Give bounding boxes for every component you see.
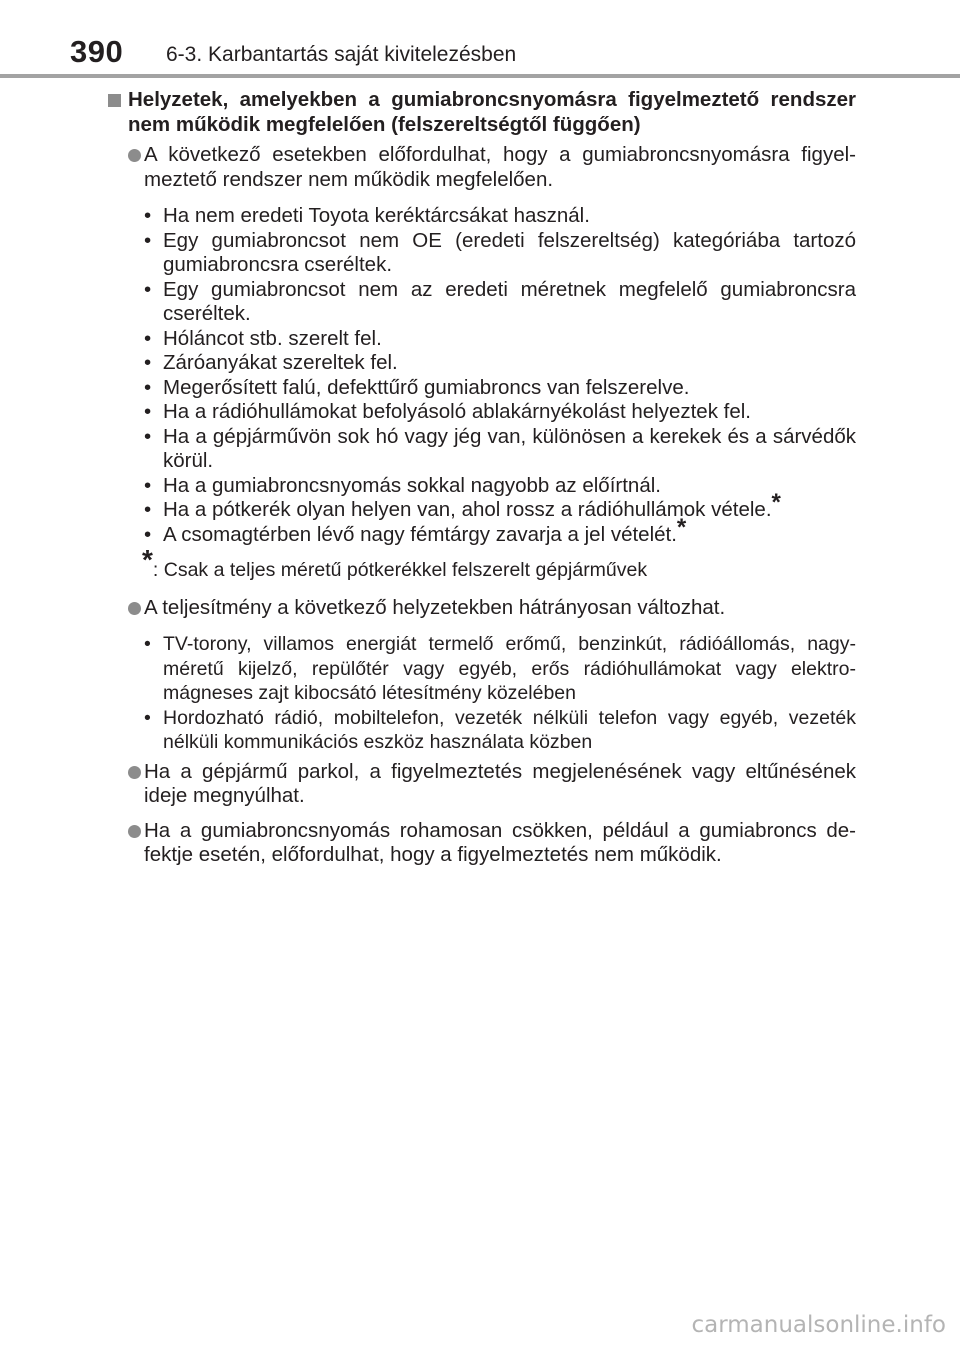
asterisk-marker: *: [676, 513, 687, 541]
bullet-icon: •: [144, 424, 152, 448]
conditions-list: [106, 204, 856, 547]
bullet-icon: •: [144, 706, 151, 729]
footnote-text: : Csak a teljes méretű pótkerékkel felszerelt gépjárművek: [152, 559, 648, 581]
list-item: • Ha nem eredeti Toyota keréktárcsákat használ.: [144, 204, 590, 227]
paragraph-4-text: Ha a gumiabroncsnyomás rohamosan csökken, például a gumiabroncs defektje esetén, előfordulhat, hogy a figyelmeztetés nem működik.: [144, 818, 856, 866]
square-bullet-icon: [108, 94, 121, 107]
bullet-icon: •: [144, 277, 152, 301]
paragraph-2: [106, 596, 856, 621]
footnote: [106, 544, 856, 583]
asterisk-marker: *: [771, 489, 781, 516]
paragraph-3-text: Ha a gépjármű parkol, a figyelmeztetés megjelenésének vagy eltűnésének ideje megnyúlhat.: [144, 759, 856, 807]
page-header: [0, 0, 960, 80]
list-item: • Ha a gumiabroncsnyomás sokkal nagyobb az előírtnál.: [144, 473, 661, 497]
watermark: carmanualsonline.info: [691, 1312, 946, 1338]
list-item: • Megerősített falú, defekttűrő gumiabroncs van felszerelve.: [144, 375, 690, 399]
list-item: • Hordozható rádió, mobiltelefon, vezeték nélküli telefon vagy egyéb, vezeték nélküli kommunikációs eszköz használata közben: [144, 706, 856, 753]
asterisk-marker: *: [142, 544, 153, 575]
circle-bullet-icon: [128, 602, 141, 615]
list-item: • Záróanyákat szereltek fel.: [144, 351, 398, 374]
interference-list: [106, 632, 856, 755]
circle-bullet-icon: [128, 825, 141, 838]
paragraph-1: [106, 143, 856, 192]
bullet-icon: •: [144, 228, 152, 252]
bullet-icon: •: [144, 351, 152, 374]
bullet-icon: •: [144, 204, 152, 227]
paragraph-1-text: A következő esetekben előfordulhat, hogy a gumiabroncsnyomásra figyelmeztető rendszer nem működik megfelelően.: [144, 143, 856, 191]
bullet-icon: •: [144, 326, 152, 350]
section-title: 6-3. Karbantartás saját kivitelezésben: [166, 43, 517, 66]
list-item: • Ha a pótkerék olyan helyen van, ahol rossz a rádióhullámok vétele.*: [144, 489, 781, 521]
subsection-heading: [106, 88, 856, 137]
paragraph-4: [106, 819, 856, 868]
bullet-icon: •: [144, 522, 152, 546]
page-number: 390: [70, 34, 124, 69]
bullet-icon: •: [144, 473, 152, 497]
header-rule: [0, 74, 960, 78]
circle-bullet-icon: [128, 766, 141, 779]
heading-text: Helyzetek, amelyekben a gumiabroncsnyomásra figyelmeztető rendszer nem működik megfelelően (felszereltségtől függően): [128, 88, 856, 136]
list-item: • Hóláncot stb. szerelt fel.: [144, 326, 382, 350]
bullet-icon: •: [144, 633, 151, 655]
list-item: • Egy gumiabroncsot nem OE (eredeti felszereltség) kategóriába tartozó gumiabroncsra cseréltek.: [144, 228, 856, 276]
list-item: • TV-torony, villamos energiát termelő erőmű, benzinkút, rádióállomás, nagyméretű kijelző, repülőtér vagy egyéb, erős rádióhullámokat vagy elektromágneses zajt kibocsátó létesítmény közelében: [144, 633, 856, 704]
list-item: • Ha a rádióhullámokat befolyásoló ablakárnyékolást helyeztek fel.: [144, 400, 752, 423]
circle-bullet-icon: [128, 149, 141, 162]
bullet-icon: •: [144, 375, 152, 399]
list-item: • A csomagtérben lévő nagy fémtárgy zavarja a jel vételét.*: [144, 513, 687, 546]
list-item: • Ha a gépjárművön sok hó vagy jég van, különösen a kerekek és a sárvédők körül.: [144, 424, 856, 472]
page-content: [106, 88, 856, 868]
paragraph-3: [106, 760, 856, 809]
bullet-icon: •: [144, 400, 152, 423]
bullet-icon: •: [144, 498, 152, 521]
paragraph-2-text: A teljesítmény a következő helyzetekben hátrányosan változhat.: [144, 595, 726, 619]
list-item: • Egy gumiabroncsot nem az eredeti méretnek megfelelő gumiabroncsra cseréltek.: [144, 277, 856, 325]
